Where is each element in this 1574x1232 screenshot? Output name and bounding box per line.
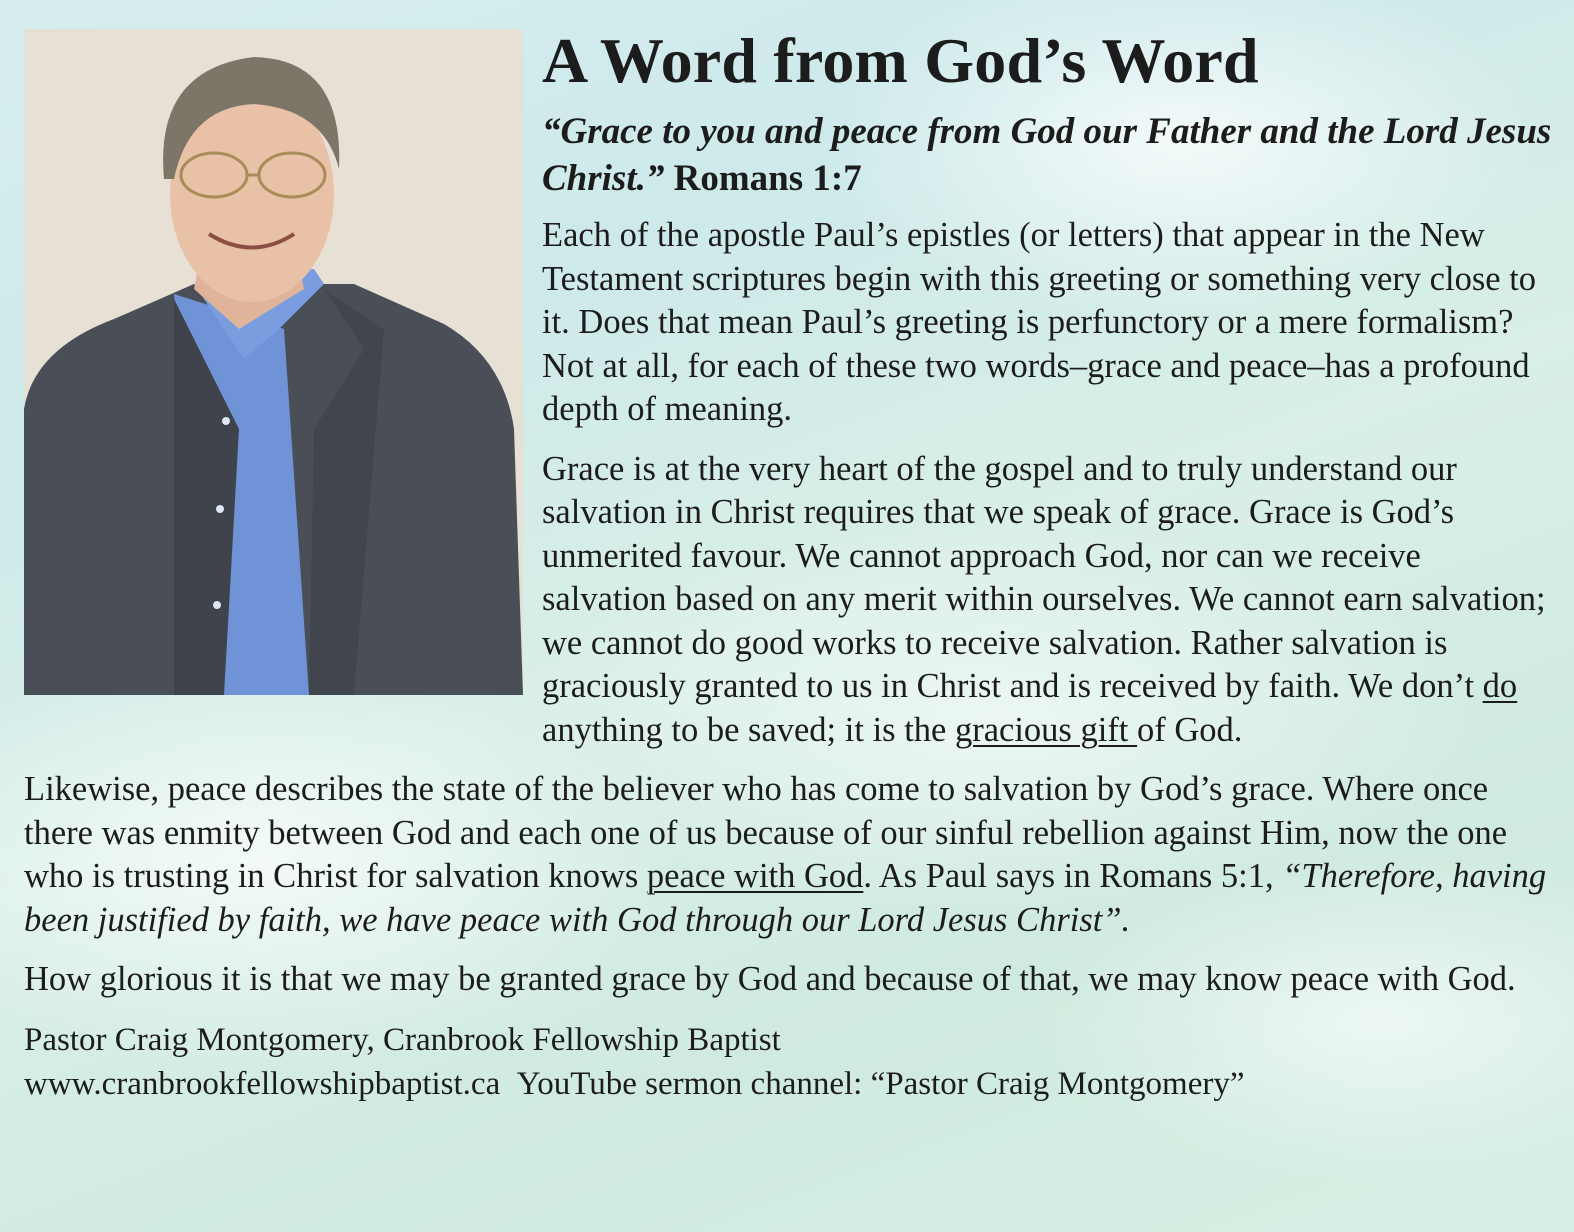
underlined-do: do	[1482, 667, 1518, 705]
paragraph-3-text: Likewise, peace describes the state of the believer who has come to salvation by God’s grace. Where once there was enmity between God and each one of us because of our sinful rebellion against Him, now the one who is trusting in Christ for salvation knows	[24, 770, 1508, 895]
verse-reference: Romans 1:7	[673, 158, 862, 199]
signature	[24, 1018, 1554, 1106]
paragraph-2-text-b: anything to be saved; it is the	[542, 710, 955, 749]
website-link[interactable]: www.cranbrookfellowshipbaptist.ca	[24, 1065, 501, 1102]
underlined-gracious-gift: gracious gift	[954, 710, 1138, 749]
paragraph-3	[24, 768, 1554, 942]
paragraph-1: Each of the apostle Paul’s epistles (or letters) that appear in the New Testament scriptures begin with this greeting or something very close to it. Does that mean Paul’s greeting is perfunctory or a mere formalism? Not at all, for each of these two words–grace and peace–has a profound depth of meaning.	[542, 216, 1537, 428]
signature-links	[24, 1062, 1554, 1106]
paragraph-3-text-b: . As Paul says in Romans 5:1,	[863, 857, 1283, 895]
romans-5-1-quote: “Therefore, having been justified by faith, we have peace with God through our Lord Jesus Christ”.	[24, 857, 1547, 939]
underlined-peace-with-god: peace with God	[646, 857, 864, 895]
paragraph-4: How glorious it is that we may be granted grace by God and because of that, we may know peace with God.	[24, 960, 1516, 998]
paragraph-2-text: Grace is at the very heart of the gospel and to truly understand our salvation in Christ requires that we speak of grace. Grace is God’s unmerited favour. We cannot approach God, nor can we receive salvation based on any merit within ourselves. We cannot earn salvation; we cannot do good works to receive salvation. Rather salvation is graciously granted to us in Christ and is received by faith. We don’t	[542, 449, 1546, 705]
signature-name: Pastor Craig Montgomery, Cranbrook Fellowship Baptist	[24, 1021, 781, 1058]
article-title: A Word from God’s Word	[542, 25, 1259, 96]
youtube-channel: YouTube sermon channel: “Pastor Craig Montgomery”	[516, 1065, 1245, 1102]
article	[24, 22, 1554, 1106]
verse-quote: “Grace to you and peace from God our Father and the Lord Jesus Christ.”	[542, 111, 1552, 199]
paragraph-2-text-c: of God.	[1137, 710, 1243, 749]
